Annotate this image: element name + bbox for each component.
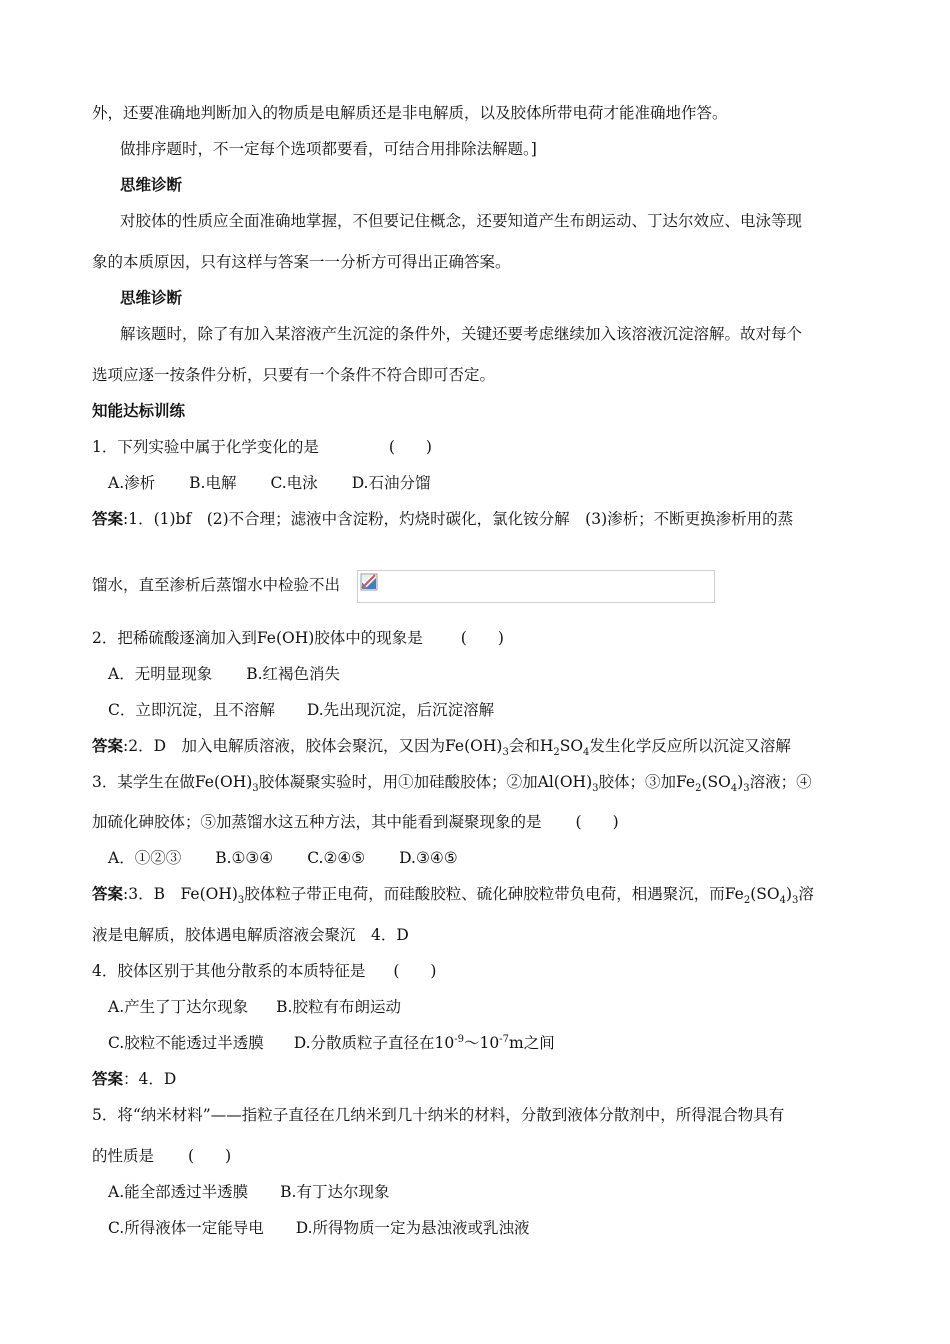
answer-2-sub-1: 3 <box>502 747 509 759</box>
q5-bracket: ( ) <box>188 1147 232 1165</box>
q3-sub-4: 4 <box>730 783 738 795</box>
answer-2-line <box>92 736 791 759</box>
answer-3-sub-1: 3 <box>237 895 245 907</box>
question-2-stem <box>92 628 504 648</box>
q4-option-a: A.产生了丁达尔现象 <box>108 998 249 1016</box>
answer-label: 答案 <box>92 1070 124 1088</box>
q5-option-b: B.有丁达尔现象 <box>280 1183 390 1201</box>
q2-option-a: A．无明显现象 <box>108 665 213 683</box>
answer-2-text-c: SO <box>559 737 584 755</box>
q1-stem-text: 1．下列实验中属于化学变化的是 <box>92 438 319 456</box>
q4-option-c: C.胶粒不能透过半透膜 <box>108 1034 264 1052</box>
question-1-options <box>108 473 431 493</box>
question-5-line-2 <box>92 1146 231 1166</box>
q1-option-b: B.电解 <box>189 474 237 492</box>
q2-option-c: C．立即沉淀，且不溶解 <box>108 701 275 719</box>
answer-3-text-e: 溶 <box>798 885 814 903</box>
q3-sub-3: 2 <box>695 783 702 795</box>
q3-text-e: ) <box>737 773 744 791</box>
missing-image-frame <box>357 570 715 603</box>
q4-option-b: B.胶粒有布朗运动 <box>276 998 401 1016</box>
answer-3-sub-3: 4 <box>779 895 786 907</box>
question-1-stem <box>92 437 432 457</box>
section-title: 知能达标训练 <box>92 402 186 420</box>
diagnosis-heading-2: 思维诊断 <box>120 289 183 307</box>
q2-option-d: D.先出现沉淀，后沉淀溶解 <box>306 701 495 719</box>
q4-option-d-a: D.分散质粒子直径在10 <box>293 1034 455 1052</box>
question-3-options <box>108 848 458 868</box>
q5-option-a: A.能全部透过半透膜 <box>108 1183 249 1201</box>
q2-stem-tail: 胶体中的现象是 <box>314 629 423 647</box>
answer-3-text-c: (SO <box>750 885 780 903</box>
diagnosis-1-line-2: 象的本质原因，只有这样与答案一一分析方可得出正确答案。 <box>92 253 511 271</box>
diagnosis-2-line-2: 选项应逐一按条件分析，只要有一个条件不符合即可否定。 <box>92 366 496 384</box>
answer-1-line-2: 馏水，直至渗析后蒸馏水中检验不出 <box>92 576 341 594</box>
q5-option-c: C.所得液体一定能导电 <box>108 1219 264 1237</box>
q5-line-2-text: 的性质是 <box>92 1147 155 1165</box>
q4-option-d-sup-2: -7 <box>499 1033 510 1045</box>
answer-3-text-b: 胶体粒子带正电荷，而硅酸胶粒、硫化砷胶粒带负电荷，相遇聚沉，而Fe <box>244 885 744 903</box>
q3-text-a: 3．某学生在做Fe(OH) <box>92 773 253 791</box>
q4-stem-text: 4．胶体区别于其他分散系的本质特征是 <box>92 962 366 980</box>
answer-2-text-b: 会和H <box>508 737 554 755</box>
intro-line-2: 做排序题时，不一定每个选项都要看，可结合用排除法解题。] <box>120 140 537 158</box>
q3-line-2-text: 加硫化砷胶体；⑤加蒸馏水这五种方法，其中能看到凝聚现象的是 <box>92 813 542 831</box>
q3-option-a: A．①②③ <box>108 849 182 867</box>
q4-option-d-c: m之间 <box>509 1034 555 1052</box>
q1-bracket: ( ) <box>388 438 432 456</box>
answer-label: 答案 <box>92 510 124 528</box>
q3-text-d: (SO <box>701 773 731 791</box>
answer-3-sub-4: 3 <box>792 895 799 907</box>
diagnosis-2-line-1: 解该题时，除了有加入某溶液产生沉淀的条件外，关键还要考虑继续加入该溶液沉淀溶解。故对每个 <box>120 325 803 343</box>
answer-2-text-d: 发生化学反应所以沉淀又溶解 <box>589 737 791 755</box>
q3-sub-1: 3 <box>252 783 259 795</box>
q1-option-a: A.渗析 <box>108 474 156 492</box>
q3-sub-5: 3 <box>743 783 750 795</box>
answer-2-text-a: :2．D 加入电解质溶液，胶体会聚沉，又因为Fe(OH) <box>123 737 503 755</box>
question-2-options-row-1 <box>108 664 340 684</box>
answer-3-sub-2: 2 <box>743 895 751 907</box>
broken-image-icon <box>360 573 378 591</box>
q3-text-c: 胶体；③加Fe <box>598 773 696 791</box>
answer-4-line <box>92 1069 176 1089</box>
q5-option-d: D.所得物质一定为悬浊液或乳浊液 <box>295 1219 530 1237</box>
q3-text-b: 胶体凝聚实验时，用①加硅酸胶体；②加Al(OH) <box>258 773 593 791</box>
q3-text-f: 溶液；④ <box>749 773 812 791</box>
q1-option-c: C.电泳 <box>270 474 318 492</box>
q4-option-d-b: ～10 <box>464 1034 500 1052</box>
q3-option-d: D.③④⑤ <box>399 849 458 867</box>
answer-3-text-d: ) <box>785 885 793 903</box>
diagnosis-heading-1: 思维诊断 <box>120 176 183 194</box>
diagnosis-1-line-1: 对胶体的性质应全面准确地掌握，不但要记住概念，还要知道产生布朗运动、丁达尔效应、电泳等现 <box>120 212 803 230</box>
q3-option-c: C.②④⑤ <box>307 849 366 867</box>
answer-2-sub-3: 4 <box>583 747 590 759</box>
answer-1-line-1 <box>92 509 793 529</box>
q3-option-b: B.①③④ <box>215 849 274 867</box>
answer-2-sub-2: 2 <box>553 747 560 759</box>
question-4-stem <box>92 961 436 981</box>
answer-label: 答案 <box>92 737 124 755</box>
q1-option-d: D.石油分馏 <box>351 474 431 492</box>
answer-3-text-a: :3．B Fe(OH) <box>123 885 238 903</box>
q2-bracket: ( ) <box>460 629 504 647</box>
question-3-line-2 <box>92 812 619 832</box>
answer-1-text: :1．(1)bf (2)不合理；滤液中含淀粉，灼烧时碳化，氯化铵分解 (3)渗析；不断更换渗析用的蒸 <box>123 510 794 528</box>
q3-sub-2: 3 <box>592 783 599 795</box>
question-3-line-1 <box>92 772 812 795</box>
question-2-options-row-2 <box>108 700 494 720</box>
q2-option-b: B.红褐色消失 <box>246 665 341 683</box>
q4-bracket: ( ) <box>393 962 437 980</box>
intro-line-1: 外，还要准确地判断加入的物质是电解质还是非电解质，以及胶体所带电荷才能准确地作答。 <box>92 104 728 122</box>
answer-4-text: ：4．D <box>123 1070 177 1088</box>
q2-stem-text: 2．把稀硫酸逐滴加入到Fe(OH) <box>92 629 315 647</box>
q4-option-d-sup-1: -9 <box>454 1033 465 1045</box>
answer-3-line-2: 液是电解质，胶体遇电解质溶液会聚沉 4．D <box>92 926 409 944</box>
question-4-options-row-2 <box>108 1033 555 1053</box>
answer-3-line-1 <box>92 884 814 907</box>
question-5-options-row-1 <box>108 1182 389 1202</box>
q3-bracket: ( ) <box>575 813 619 831</box>
question-4-options-row-1 <box>108 997 401 1017</box>
question-5-line-1: 5．将“纳米材料”——指粒子直径在几纳米到几十纳米的材料，分散到液体分散剂中，所得混合物具有 <box>92 1106 785 1124</box>
answer-label: 答案 <box>92 885 124 903</box>
question-5-options-row-2 <box>108 1218 530 1238</box>
